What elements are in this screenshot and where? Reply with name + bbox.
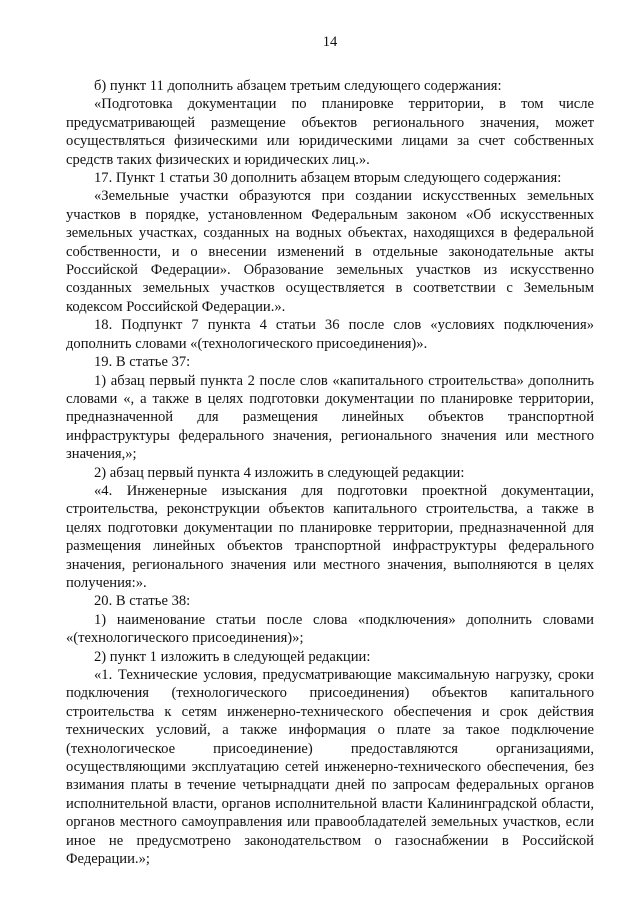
paragraph-6: 19. В статье 37: [94,354,191,371]
paragraph-1: б) пункт 11 дополнить абзацем третьим следующего содержания: [94,78,502,94]
paragraph-2: «Подготовка документации по планировке территории, в том числе предусматривающей размещение объектов регионального значения, может осуществляться физическими или юридическими лицами за счет собственных средств таких физических и юридических лиц.». [66,96,594,168]
paragraph-5: 18. Подпункт 7 пункта 4 статьи 36 после слов «условиях подключения» дополнить словами «(технологического присоединения)». [66,317,594,352]
paragraph-4: «Земельные участки образуются при создании искусственных земельных участков в порядке, установленном Федеральным законом «Об искусственных земельных участках, созданных на водных объектах, находящихся в федеральной собственности, и о внесении изменений в отдельные законодательные акты Российской Федерации». Образование земельных участков из искусственно созданных земельных участков осуществляется в соответствии с Земельным кодексом Российской Федерации.». [66,188,594,315]
paragraph-11: 1) наименование статьи после слова «подключения» дополнить словами «(технологического присоединения)»; [66,611,594,647]
page-number: 14 [322,34,338,50]
paragraph-9: «4. Инженерные изыскания для подготовки проектной документации, строительства, реконструкции объектов капитального строительства, а также в целях подготовки документации по планировке территории, предназначенной для размещения линейных объектов транспортной инфраструктуры федерального значения, регионального значения или местного значения, выполняются в целях получения:». [66,482,594,591]
paragraph-13: «1. Технические условия, предусматривающие максимальную нагрузку, сроки подключения (технологического присоединения) объектов капитального строительства к сетям инженерно-технического обеспечения и срок действия технических условий, а также информация о плате за такое подключение (технологическое присоединение) предоставляются организациями, осуществляющими эксплуатацию сетей инженерно-технического обеспечения, без взимания платы в течение четырнадцати дней по запросам федеральных органов исполнительной власти, органов исполнительной власти Калининградской области, органов местного самоуправления или правообладателей земельных участков, если иное не предусмотрено законодательством о газоснабжении в Российской Федерации.»; [66,667,594,868]
paragraph-8: 2) абзац первый пункта 4 изложить в следующей редакции: [94,464,465,481]
paragraph-7: 1) абзац первый пункта 2 после слов «капитального строительства» дополнить словами «, а также в целях подготовки документации по планировке территории, предназначенной для размещения линейных объектов транспортной инфраструктуры федерального значения, регионального значения или местного значения,»; [66,372,594,463]
paragraph-12: 2) пункт 1 изложить в следующей редакции: [94,648,371,665]
paragraph-3: 17. Пункт 1 статьи 30 дополнить абзацем вторым следующего содержания: [94,170,562,187]
paragraph-10: 20. В статье 38: [94,593,191,610]
